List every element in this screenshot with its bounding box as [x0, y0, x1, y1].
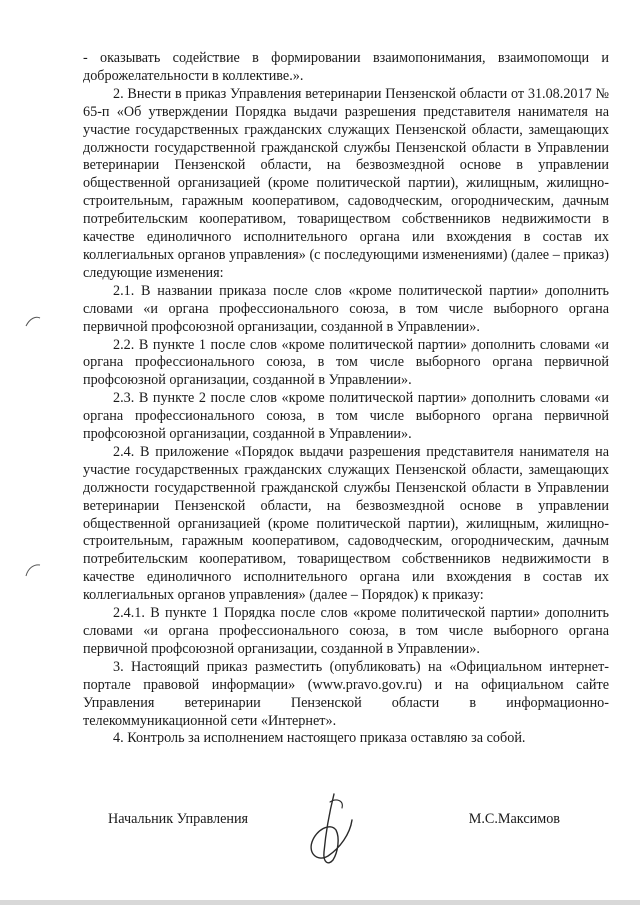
- paragraph-item-2-4-1: 2.4.1. В пункте 1 Порядка после слов «кроме политической партии» дополнить словами «и органа профессионального союза, в том числе выборного органа первичной профсоюзной организации, созданной в Управлении».: [83, 605, 609, 657]
- paragraph-item-2: 2. Внести в приказ Управления ветеринарии Пензенской области от 31.08.2017 № 65-п «Об утверждении Порядка выдачи разрешения представителя нанимателя на участие государственных гражданских служащих Пензенской области, замещающих должности государственной гражданской службы Пензенской области в Управлении ветеринарии Пензенской области, на безвозмездной основе в управлении общественной организацией (кроме политической партии), жилищным, жилищно-строительным, гаражным кооперативом, садоводческим, огородническим, дачным потребительским кооперативом, товариществом собственников недвижимости в качестве единоличного исполнительного органа или вхождения в состав их коллегиальных органов управления» (с последующими изменениями) (далее – приказ) следующие изменения:: [83, 85, 609, 281]
- paragraph-closing-item: - оказывать содействие в формировании взаимопонимания, взаимопомощи и доброжелательности в коллективе.».: [83, 50, 609, 84]
- margin-mark-icon: [22, 312, 42, 332]
- scan-edge-artifact: [0, 897, 640, 905]
- paragraph-item-2-3: 2.3. В пункте 2 после слов «кроме политической партии» дополнить словами «и органа профессионального союза, в том числе выборного органа первичной профсоюзной организации, созданной в Управлении».: [83, 390, 609, 443]
- handwritten-signature: [300, 790, 360, 870]
- paragraph-item-2-4: 2.4. В приложение «Порядок выдачи разрешения представителя нанимателя на участие государственных гражданских служащих Пензенской области, замещающих должности государственной гражданской службы Пензенской области в Управлении ветеринарии Пензенской области, на безвозмездной основе в управлении общественной организацией (кроме политической партии), жилищным, жилищно-строительным, гаражным кооперативом, садоводческим, огородническим, дачным потребительским кооперативом, товариществом собственников недвижимости в качестве единоличного исполнительного органа или вхождения в состав их коллегиальных органов управления» (далее – Порядок) к приказу:: [83, 443, 609, 604]
- signatory-role: Начальник Управления: [108, 811, 249, 827]
- paragraph-item-4: 4. Контроль за исполнением настоящего приказа оставляю за собой.: [113, 730, 526, 747]
- paragraph-item-2-2: 2.2. В пункте 1 после слов «кроме политической партии» дополнить словами «и органа профессионального союза, в том числе выборного органа первичной профсоюзной организации, созданной в Управлении».: [83, 336, 609, 389]
- paragraph-item-2-1: 2.1. В названии приказа после слов «кроме политической партии» дополнить словами «и органа профессионального союза, в том числе выборного органа первичной профсоюзной организации, созданной в Управлении».: [83, 282, 609, 335]
- document-body: [83, 50, 609, 748]
- signatory-name: М.С.Максимов: [468, 811, 560, 827]
- paragraph-item-3: 3. Настоящий приказ разместить (опубликовать) на «Официальном интернет-портале правовой информации» (www.pravo.gov.ru) и на официальном сайте Управления ветеринарии Пензенской области в информационно-телекоммуникационной сети «Интернет».: [83, 658, 609, 729]
- margin-mark-icon: [22, 560, 42, 580]
